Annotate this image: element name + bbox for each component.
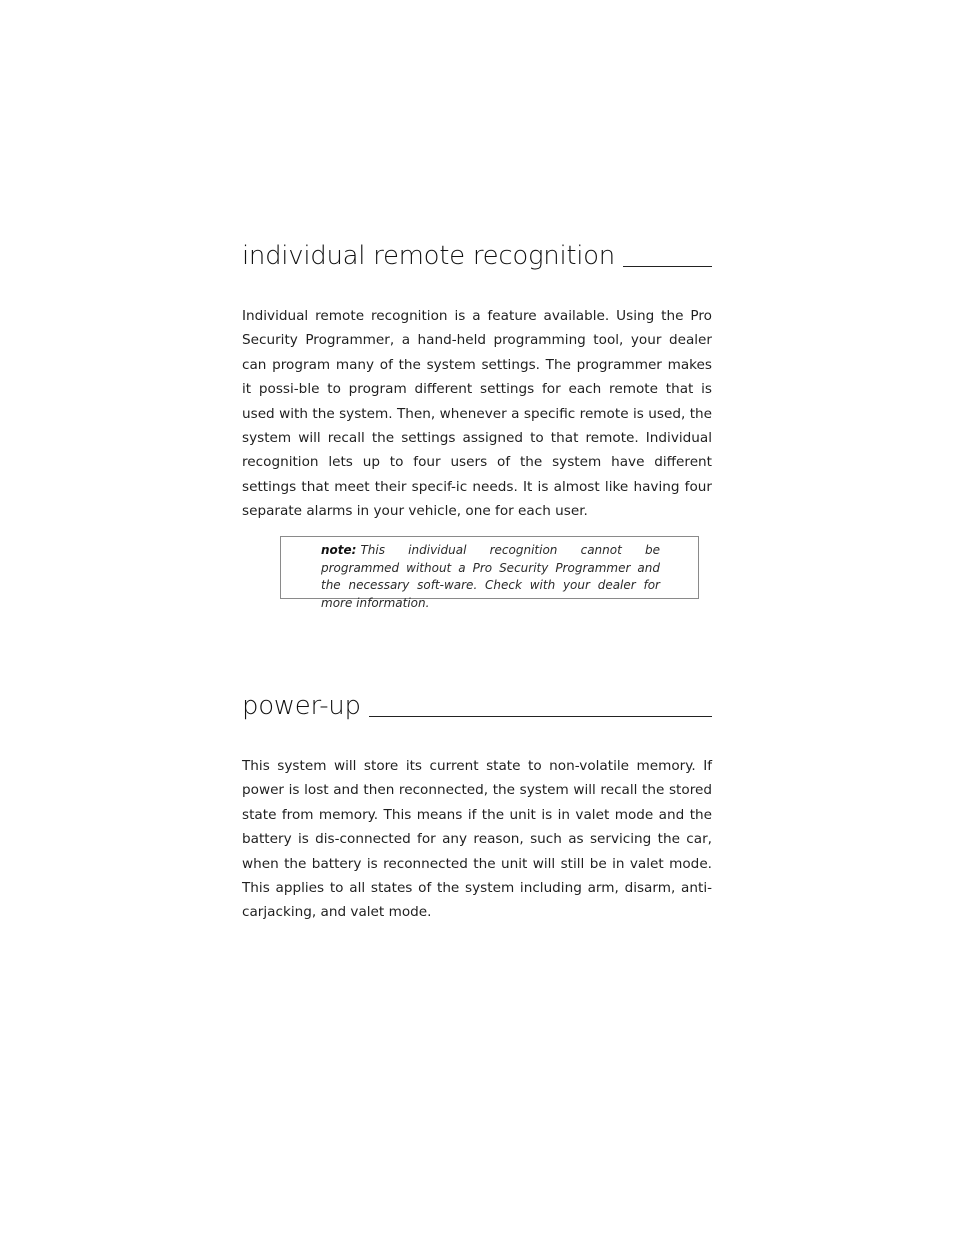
section-heading: individual remote recognition [242, 241, 615, 271]
section-body-text: Individual remote recognition is a feature available. Using the Pro Security Programmer, a hand-held programming tool, your dealer can program many of the system settings. The programmer makes it possi-ble to program different settings for each remote that is used with the system. Then, whenever a specific remote is used, the system will recall the settings assigned to that remote. Individual recognition lets up to four users of the system have different settings that meet their specif-ic needs. It is almost like having four separate alarms in your vehicle, one for each user. [242, 308, 712, 520]
heading-rule [369, 716, 712, 717]
note-box [280, 536, 699, 610]
section-heading: power-up [242, 691, 361, 721]
section-individual-remote-recognition [242, 241, 712, 271]
section-body-container [242, 304, 712, 524]
heading-row [242, 691, 712, 721]
heading-row [242, 241, 712, 271]
note-label: note: [321, 543, 357, 557]
heading-rule [623, 266, 712, 267]
note-paragraph [321, 542, 660, 612]
section-body-container [242, 754, 712, 925]
note-text: This individual recognition cannot be programmed without a Pro Security Programmer and the necessary soft-ware. Check with your dealer for more information. [321, 543, 660, 610]
section-body-text: This system will store its current state to non-volatile memory. If power is lost and then reconnected, the system will recall the stored state from memory. This means if the unit is in valet mode and the battery is dis-connected for any reason, such as servicing the car, when the battery is reconnected the unit will still be in valet mode. This applies to all states of the system including arm, disarm, anti-carjacking, and valet mode. [242, 758, 712, 921]
section-power-up [242, 691, 712, 721]
